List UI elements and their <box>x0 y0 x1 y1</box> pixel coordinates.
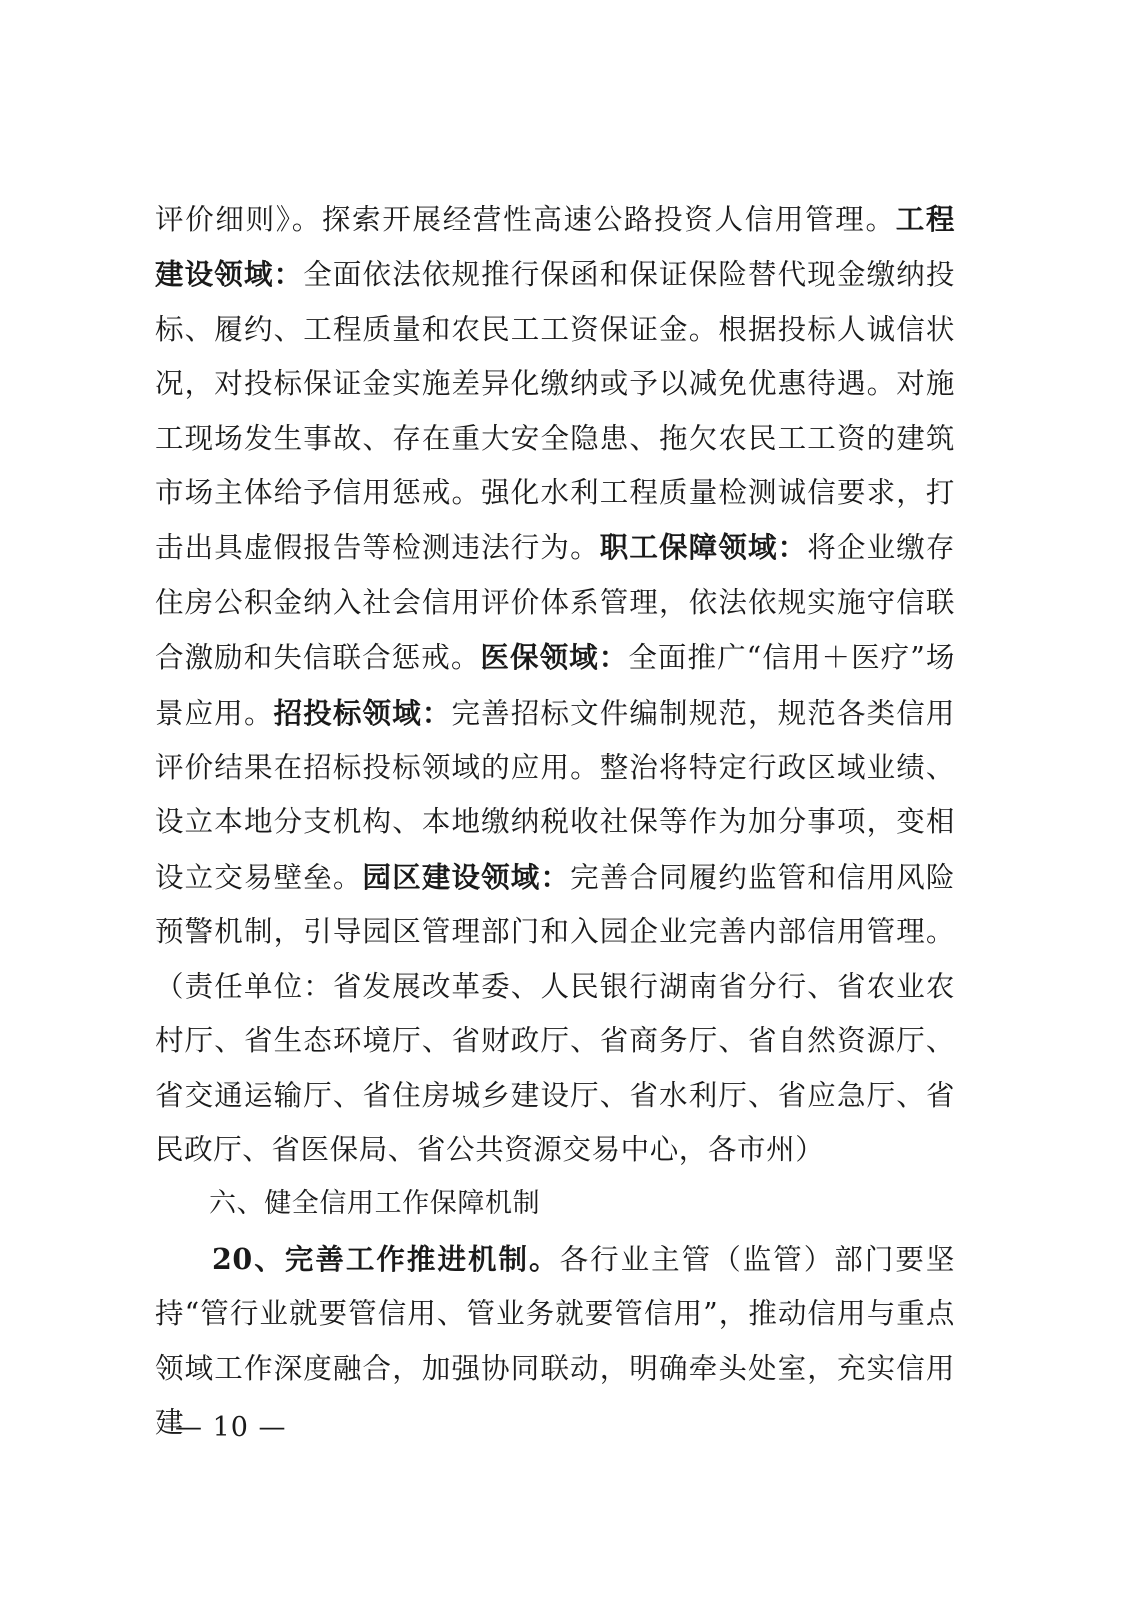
page-number: — 10 — <box>175 1412 287 1443</box>
section-heading: 六、健全信用工作保障机制 <box>209 1188 541 1220</box>
field-heading-medical-insurance: 医保领域： <box>480 640 629 675</box>
body-text: 评价细则》。探索开展经营性高速公路投资人信用管理。 <box>155 203 896 236</box>
field-heading-employee-security: 职工保障领域： <box>599 530 808 565</box>
item-title: 20、完善工作推进机制。 <box>212 1241 560 1276</box>
body-text: 完善招标文件编制规范，规范各类信用评价结果在招标投标领域的应用。整治将特定行政区域业绩、设立本地分支机构、本地缴纳税收社保等作为加分事项，变相设立交易壁垒。 <box>155 696 956 894</box>
field-heading-engineering: 工程建设领域： <box>155 202 955 292</box>
body-text: 全面依法依规推行保函和保证保险替代现金缴纳投标、履约、工程质量和农民工工资保证金。根据投标人诚信状况，对投标保证金实施差异化缴纳或予以减免优惠待遇。对施工现场发生事故、存在重大安全隐患、拖欠农民工工资的建筑市场主体给予信用惩戒。强化水利工程质量检测诚信要求，打击出具虚假报告等检测违法行为。 <box>155 258 955 565</box>
field-heading-park-construction: 园区建设领域： <box>362 859 571 894</box>
body-text: 将企业缴存住房公积金纳入社会信用评价体系管理，依法依规实施守信联合激励和失信联合惩戒。 <box>155 531 955 675</box>
body-paragraph <box>155 192 955 1177</box>
body-text: 完善合同履约监管和信用风险预警机制，引导园区管理部门和入园企业完善内部信用管理。（责任单位：省发展改革委、人民银行湖南省分行、省农业农村厅、省生态环境厅、省财政厅、省商务厅、省自然资源厅、省交通运输厅、省住房城乡建设厅、省水利厅、省应急厅、省民政厅、省医保局、省公共资源交易中心，各市州） <box>155 860 955 1166</box>
document-body <box>155 192 955 1450</box>
field-heading-bidding: 招投标领域： <box>273 695 452 730</box>
body-text: 各行业主管（监管）部门要坚持“管行业就要管信用、管业务就要管信用”，推动信用与重点领域工作深度融合，加强协同联动，明确牵头处室，充实信用建 <box>155 1242 955 1439</box>
body-text: 全面推广“信用＋医疗”场景应用。 <box>155 641 955 730</box>
